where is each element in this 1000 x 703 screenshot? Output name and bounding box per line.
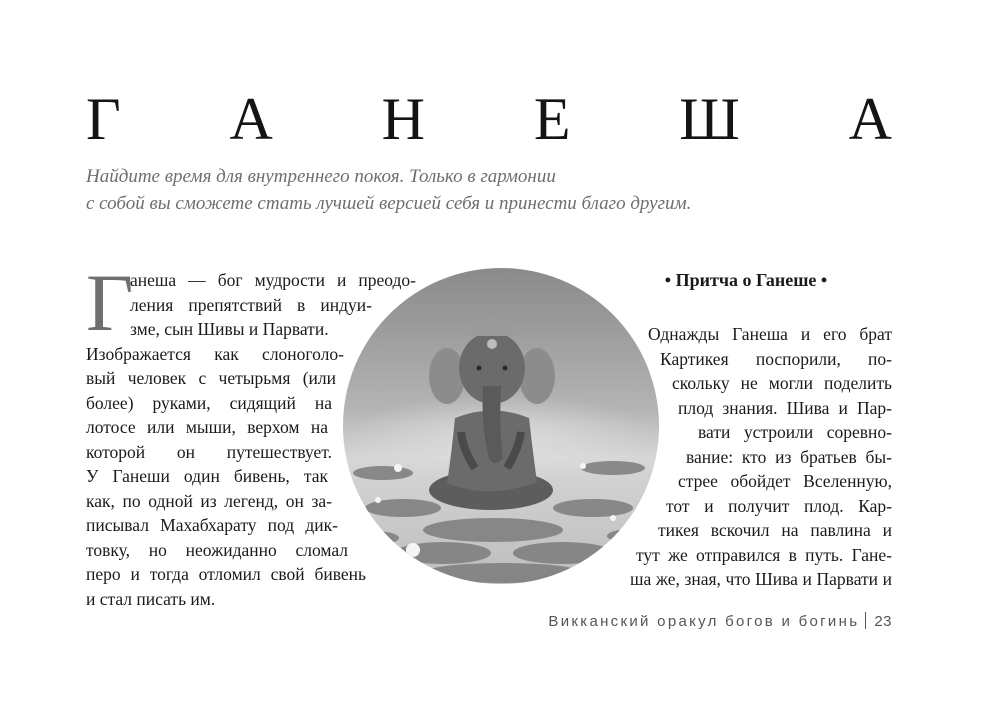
title-letter: Е bbox=[533, 86, 571, 152]
text-line: более) руками, сидящий на bbox=[86, 392, 332, 413]
text-line: и стал писать им. bbox=[86, 588, 216, 609]
drop-cap: Г bbox=[86, 257, 134, 348]
text-line: тот и получит плод. Кар- bbox=[666, 495, 892, 516]
text-line: ления препятствий в индуи- bbox=[130, 294, 372, 315]
title-letter: Г bbox=[86, 86, 121, 152]
text-line: перо и тогда отломил свой бивень bbox=[86, 564, 366, 584]
text-line: вание: кто из братьев бы- bbox=[686, 446, 892, 467]
text-line: анеша — бог мудрости и преодо- bbox=[130, 270, 416, 290]
parable-heading: • Притча о Ганеше • bbox=[664, 270, 828, 290]
text-line: писывал Махабхарату под дик- bbox=[86, 515, 338, 535]
text-line: скольку не могли поделить bbox=[672, 373, 892, 393]
text-line: Однажды Ганеша и его брат bbox=[648, 324, 892, 344]
book-title: Викканский оракул богов и богинь bbox=[548, 613, 860, 630]
text-line: стрее обойдет Вселенную, bbox=[678, 471, 892, 491]
subtitle-line: Найдите время для внутреннего покоя. Только в гармонии bbox=[86, 166, 556, 187]
text-line: зме, сын Шивы и Парвати. bbox=[130, 319, 329, 339]
subtitle-line: с собой вы сможете стать лучшей версией себя и принести благо другим. bbox=[86, 193, 692, 214]
text-line: лотосе или мыши, верхом на bbox=[86, 417, 328, 437]
text-line: Изображается как слоноголо- bbox=[86, 343, 344, 364]
footer-divider bbox=[865, 612, 866, 629]
text-line: плод знания. Шива и Пар- bbox=[678, 397, 892, 418]
page-footer bbox=[548, 612, 892, 630]
text-line: вый человек с четырьмя (или bbox=[86, 368, 336, 388]
title-letter: Ш bbox=[679, 86, 740, 152]
text-line: тикея вскочил на павлина и bbox=[658, 520, 892, 540]
text-line: У Ганеши один бивень, так bbox=[86, 466, 328, 486]
page-number: 23 bbox=[874, 613, 892, 630]
text-line: вати устроили соревно- bbox=[698, 422, 892, 442]
ganesha-icon bbox=[343, 268, 659, 584]
text-line: Картикея поспорили, по- bbox=[660, 348, 892, 369]
text-line: ша же, зная, что Шива и Парвати и bbox=[630, 569, 892, 589]
title-letter: А bbox=[848, 86, 892, 152]
title-letter: Н bbox=[381, 86, 425, 152]
title-letter: А bbox=[229, 86, 273, 152]
text-line: как, по одной из легенд, он за- bbox=[86, 490, 332, 511]
page-title bbox=[86, 86, 892, 152]
subtitle bbox=[86, 163, 846, 217]
text-line: которой он путешествует. bbox=[86, 441, 332, 462]
ganesha-illustration bbox=[343, 268, 659, 584]
text-line: тут же отправился в путь. Гане- bbox=[636, 544, 892, 565]
text-line: товку, но неожиданно сломал bbox=[86, 539, 348, 560]
